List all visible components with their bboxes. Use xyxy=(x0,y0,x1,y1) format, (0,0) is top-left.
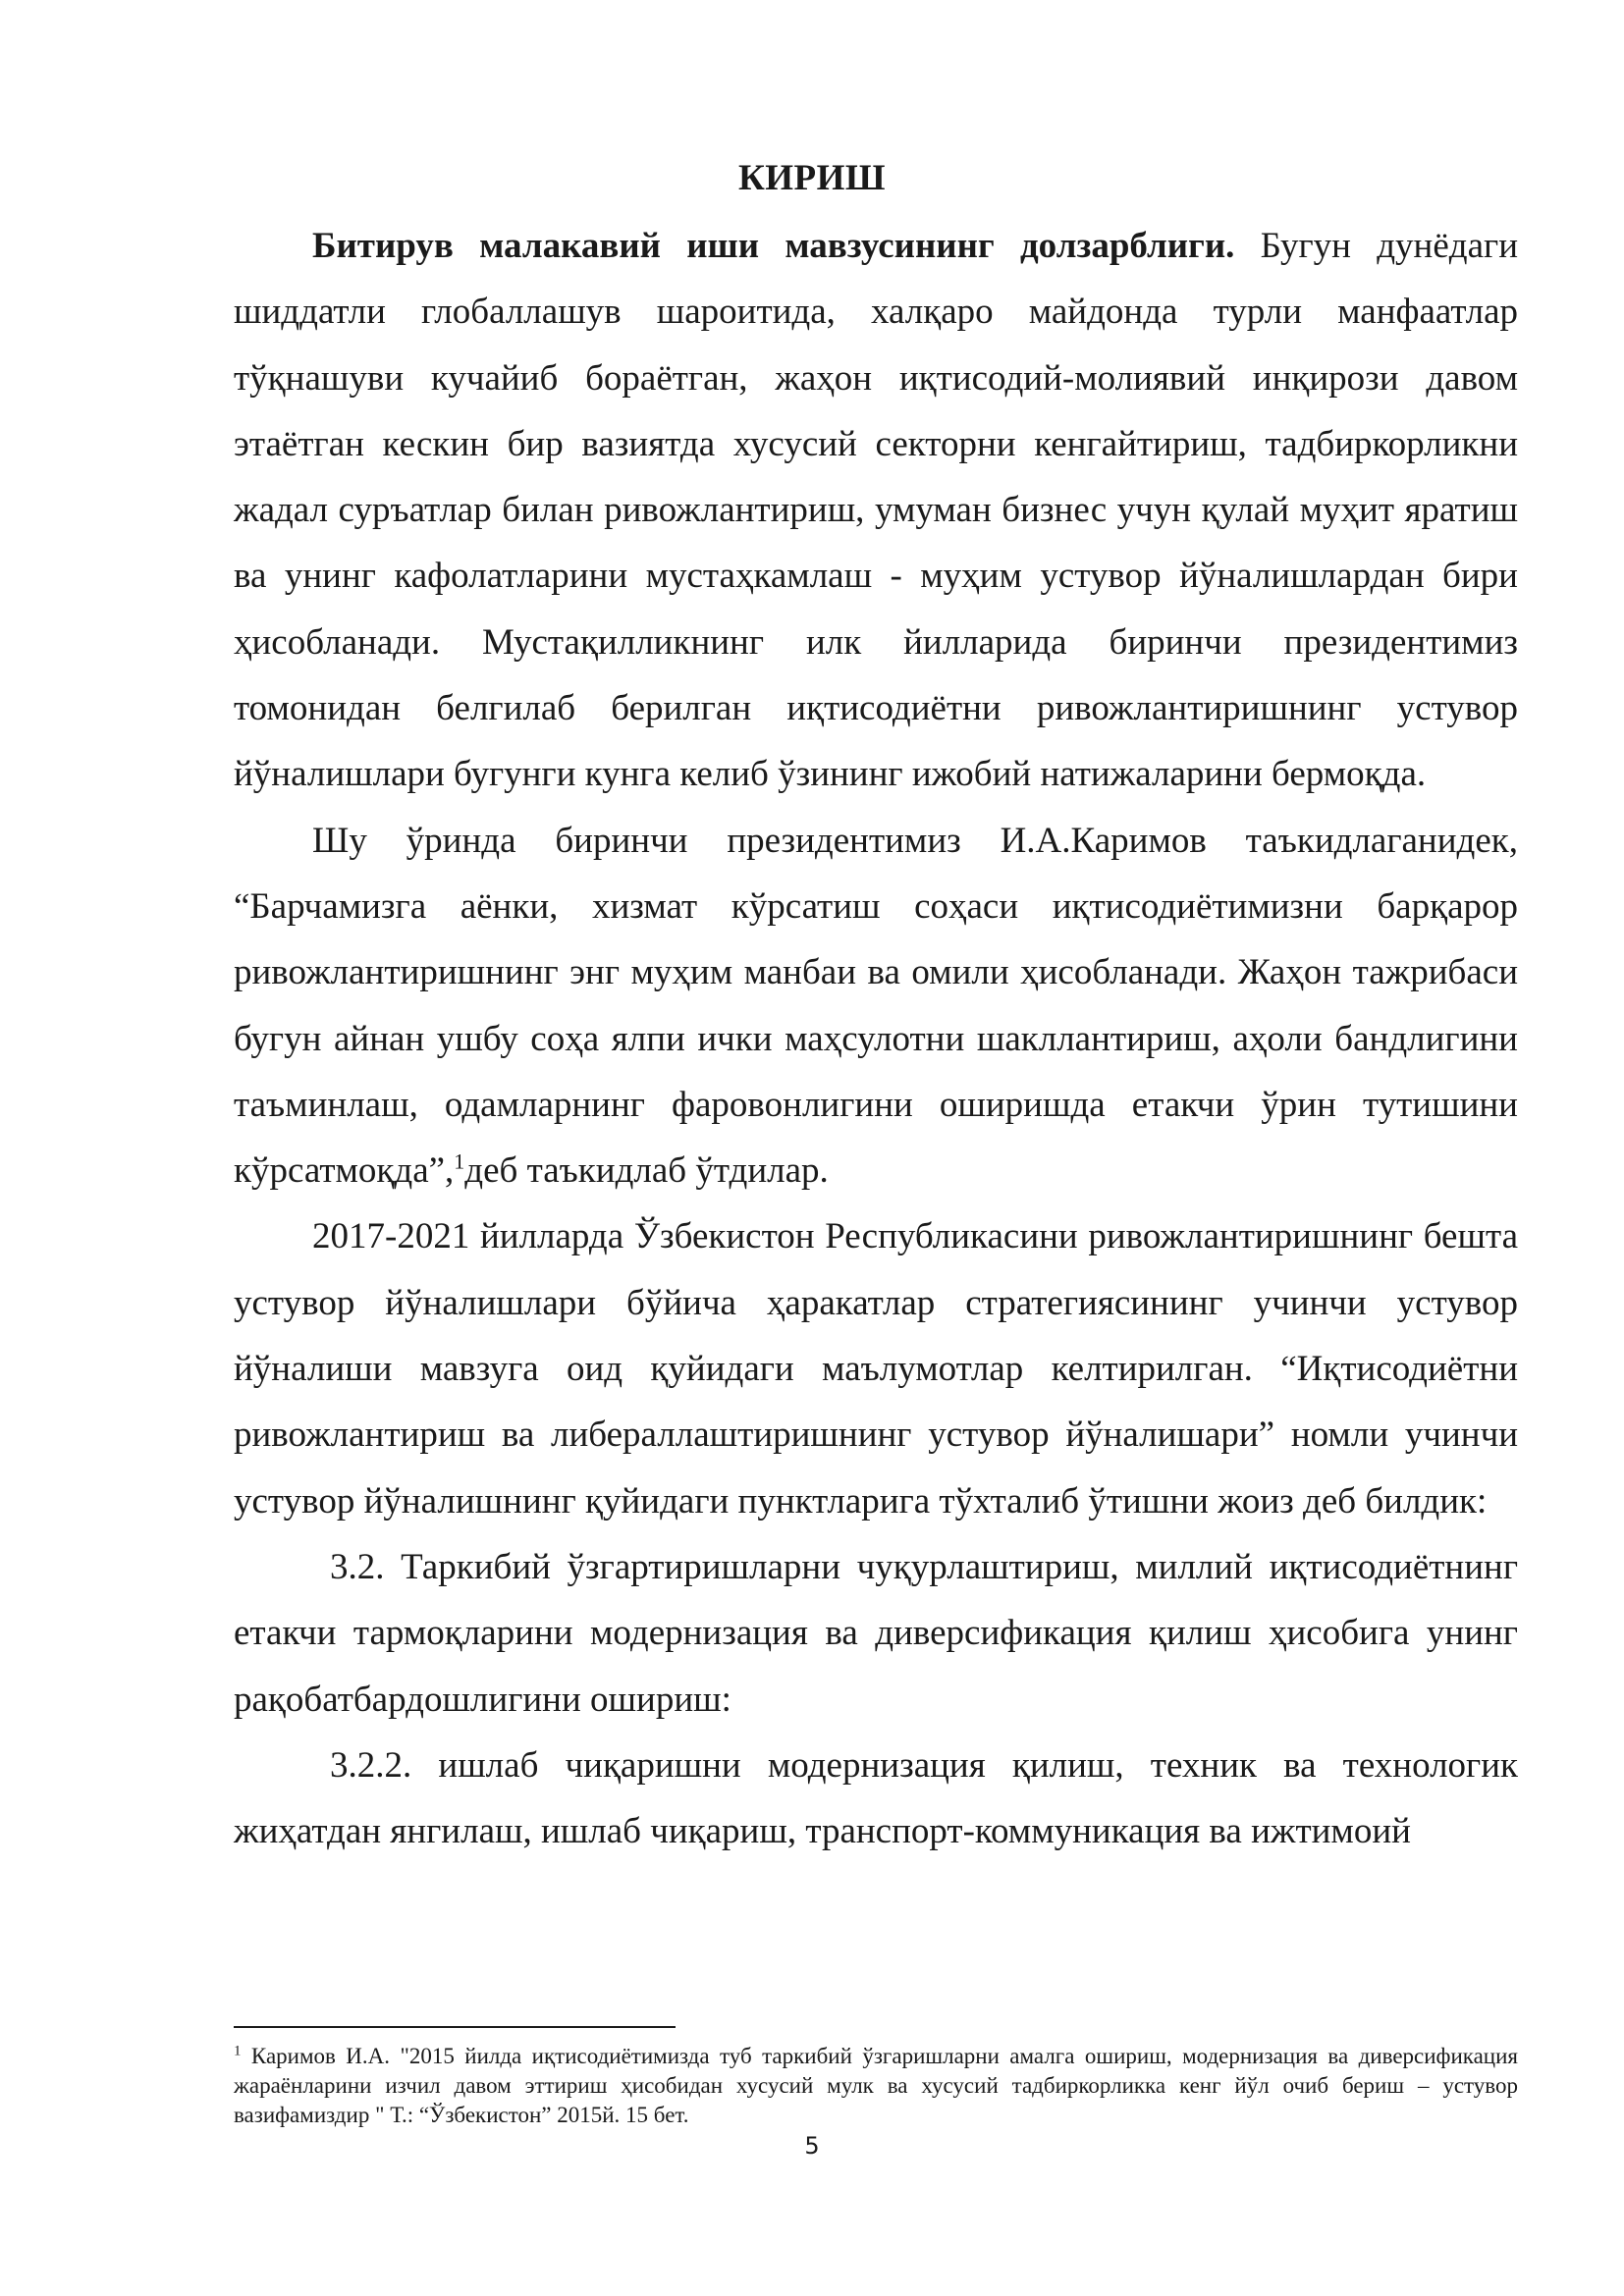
item-3-2-2-text: 3.2.2. ишлаб чиқаришни модернизация қилиш, техник ва технологик жиҳатдан янгилаш, ишлаб чиқариш, транспорт-коммуникация ва ижтимоий xyxy=(234,1744,1518,1852)
footnote-reference[interactable]: 1 xyxy=(454,1148,465,1174)
footnote-number: 1 xyxy=(234,2043,242,2059)
paragraph-quote xyxy=(234,808,1518,1204)
footnote xyxy=(234,2042,1518,2130)
footnote-text: Каримов И.А. "2015 йилда иқтисодиётимизда туб таркибий ўзгаришларни амалга ошириш, модернизация ва диверсификация жараёнларини изчил давом эттириш ҳисобидан хусусий мулк ва хусусий тадбиркорликка кенг йўл очиб бериш – устувор вазифамиздир " Т.: “Ўзбекистон” 2015й. 15 бет. xyxy=(234,2044,1518,2127)
footnote-separator xyxy=(234,2026,676,2028)
relevance-heading: Битирув малакавий иши мавзусининг долзарблиги. xyxy=(312,226,1235,266)
item-3-2-text: 3.2. Таркибий ўзгартиришларни чуқурлаштириш, миллий иқтисодиётнинг етакчи тармоқларини модернизация ва диверсификация қилиш ҳисобига унинг рақобатбардошлигини ошириш: xyxy=(234,1546,1518,1720)
quote-text: Шу ўринда биринчи президентимиз И.А.Каримов таъкидлаганидек, “Барчамизга аёнки, хизмат кўрсатиш соҳаси иқтисодиётимизни барқарор ривожлантиришнинг энг муҳим манбаи ва омили ҳисобланади. Жаҳон тажрибаси бугун айнан ушбу соҳа ялпи ички маҳсулотни шакллантириш, аҳоли бандлигини таъминлаш, одамларнинг фаровонлигини оширишда етакчи ўрин тутишини кўрсатмоқда”, xyxy=(234,820,1518,1192)
relevance-text: Бугун дунёдаги шиддатли глобаллашув шароитида, халқаро майдонда турли манфаатлар тўқнашуви кучайиб бораётган, жаҳон иқтисодий-молиявий инқирози давом этаётган кескин бир вазиятда хусусий секторни кенгайтириш, тадбиркорликни жадал суръатлар билан ривожлантириш, умуман бизнес учун қулай муҳит яратиш ва унинг кафолатларини мустаҳкамлаш - муҳим устувор йўналишлардан бири ҳисобланади. Мустақилликнинг илк йилларида биринчи президентимиз томонидан белгилаб берилган иқтисодиётни ривожлантиришнинг устувор йўналишлари бугунги кунга келиб ўзининг ижобий натижаларини бермоқда. xyxy=(234,226,1518,795)
paragraph-item-3-2-2 xyxy=(234,1733,1518,1865)
body-text xyxy=(234,213,1518,1864)
paragraph-relevance xyxy=(234,213,1518,808)
paragraph-item-3-2 xyxy=(234,1534,1518,1733)
strategy-text: 2017-2021 йилларда Ўзбекистон Республикасини ривожлантиришнинг бешта устувор йўналишлари бўйича ҳаракатлар стратегиясининг учинчи устувор йўналиши мавзуга оид қуйидаги маълумотлар келтирилган. “Иқтисодиётни ривожлантириш ва либераллаштиришнинг устувор йўналишари” номли учинчи устувор йўналишнинг қуйидаги пунктларига тўхталиб ўтишни жоиз деб билдик: xyxy=(234,1216,1518,1522)
page-title: КИРИШ xyxy=(737,158,887,198)
quote-tail: деб таъкидлаб ўтдилар. xyxy=(464,1150,829,1192)
paragraph-strategy xyxy=(234,1203,1518,1533)
page-number: 5 xyxy=(804,2132,820,2160)
